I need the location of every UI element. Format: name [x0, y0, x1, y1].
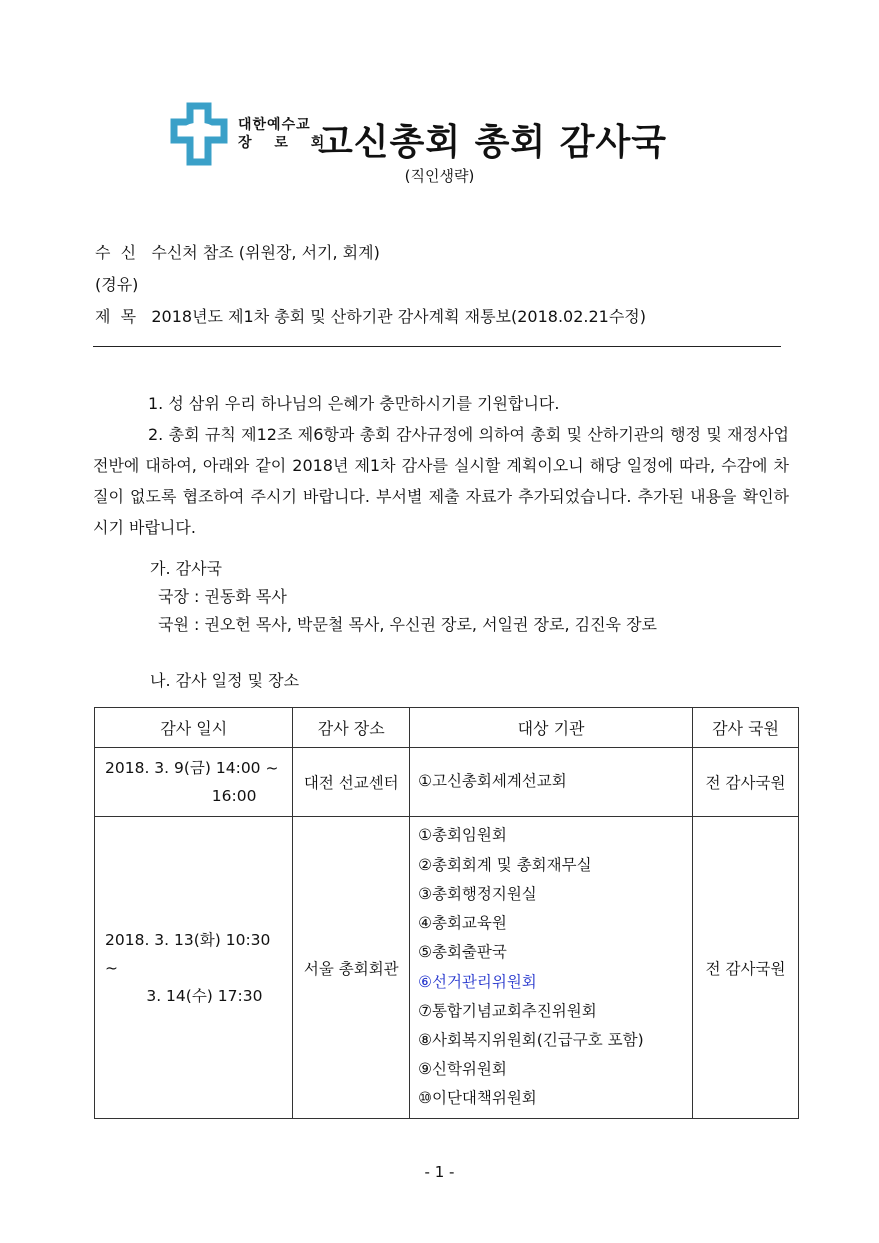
org-title: 고신총회 총회 감사국 — [318, 122, 668, 163]
divider — [93, 346, 781, 347]
director-line: 국장 : 권동화 목사 — [158, 587, 287, 606]
date-line1: 2018. 3. 13(화) 10:30 ~ — [105, 930, 271, 977]
paragraph-2: 2. 총회 규칙 제12조 제6항과 총회 감사규정에 의하여 총회 및 산하기관의 행정 및 재정사업 전반에 대하여, 아래와 같이 2018년 제1차 감사를 실시할 계획이오니 해당 일정에 따라, 수감에 차질이 없도록 협조하여 주시기 바랍니다. 부서별 제출 자료가 추가되었습니다. 추가된 내용을 확인하시기 바랍니다. — [93, 425, 789, 537]
subject-line — [95, 304, 646, 327]
place-cell: 대전 선교센터 — [293, 748, 410, 817]
org-line1: 대한예수교 — [238, 117, 311, 133]
header-place: 감사 장소 — [293, 708, 410, 748]
subject-value: 2018년도 제1차 총회 및 산하기관 감사계획 재통보(2018.02.21수정) — [151, 307, 646, 326]
date-line2: 16:00 — [211, 787, 257, 805]
target-item: ⑧사회복지위원회(긴급구호 포함) — [418, 1030, 644, 1049]
section-b-heading: 나. 감사 일정 및 장소 — [150, 671, 300, 690]
header-date: 감사 일시 — [95, 708, 293, 748]
target-item: ④총회교육원 — [418, 914, 507, 933]
table-row — [95, 817, 799, 1119]
date-line2: 3. 14(수) 17:30 — [146, 986, 263, 1005]
recipient-line — [95, 240, 380, 263]
paragraph-1: 1. 성 삼위 우리 하나님의 은혜가 충만하시기를 기원합니다. — [148, 394, 560, 413]
table-row — [95, 748, 799, 817]
target-item: ⑤총회출판국 — [418, 943, 507, 962]
section-a-heading: 가. 감사국 — [150, 559, 222, 578]
header-target: 대상 기관 — [410, 708, 693, 748]
seal-omitted-note: (직인생략) — [404, 167, 475, 185]
date-cell — [95, 817, 293, 1119]
org-line2: 장 로 회 — [238, 135, 334, 151]
schedule-table — [94, 707, 799, 1119]
date-line1: 2018. 3. 9(금) 14:00 ~ — [105, 759, 279, 777]
target-item: ①고신총회세계선교회 — [418, 772, 567, 791]
members-line: 국원 : 권오헌 목사, 박문철 목사, 우신권 장로, 서일권 장로, 김진욱 장로 — [158, 615, 657, 634]
table-header-row — [95, 708, 799, 748]
target-cell — [410, 748, 693, 817]
target-item: ⑨신학위원회 — [418, 1060, 507, 1079]
target-item: ②총회회계 및 총회재무실 — [418, 855, 592, 874]
target-item: ③총회행정지원실 — [418, 884, 537, 903]
target-item: ⑩이단대책위원회 — [418, 1089, 537, 1108]
auditors-cell: 전 감사국원 — [693, 817, 799, 1119]
letter-body — [93, 388, 789, 543]
date-cell — [95, 748, 293, 817]
target-item-highlighted: ⑥선거관리위원회 — [418, 972, 537, 991]
target-cell — [410, 817, 693, 1119]
recipient-label: 수 신 — [95, 243, 137, 262]
subject-label: 제 목 — [95, 307, 137, 326]
place-cell: 서울 총회회관 — [293, 817, 410, 1119]
target-item: ⑦통합기념교회추진위원회 — [418, 1001, 597, 1020]
page-number: - 1 - — [424, 1163, 455, 1181]
header-auditors: 감사 국원 — [693, 708, 799, 748]
recipient-value: 수신처 참조 (위원장, 서기, 회계) — [151, 243, 380, 262]
via-line: (경유) — [95, 275, 139, 294]
auditors-cell: 전 감사국원 — [693, 748, 799, 817]
target-item: ①총회임원회 — [418, 826, 507, 845]
cross-logo-icon — [168, 100, 230, 170]
